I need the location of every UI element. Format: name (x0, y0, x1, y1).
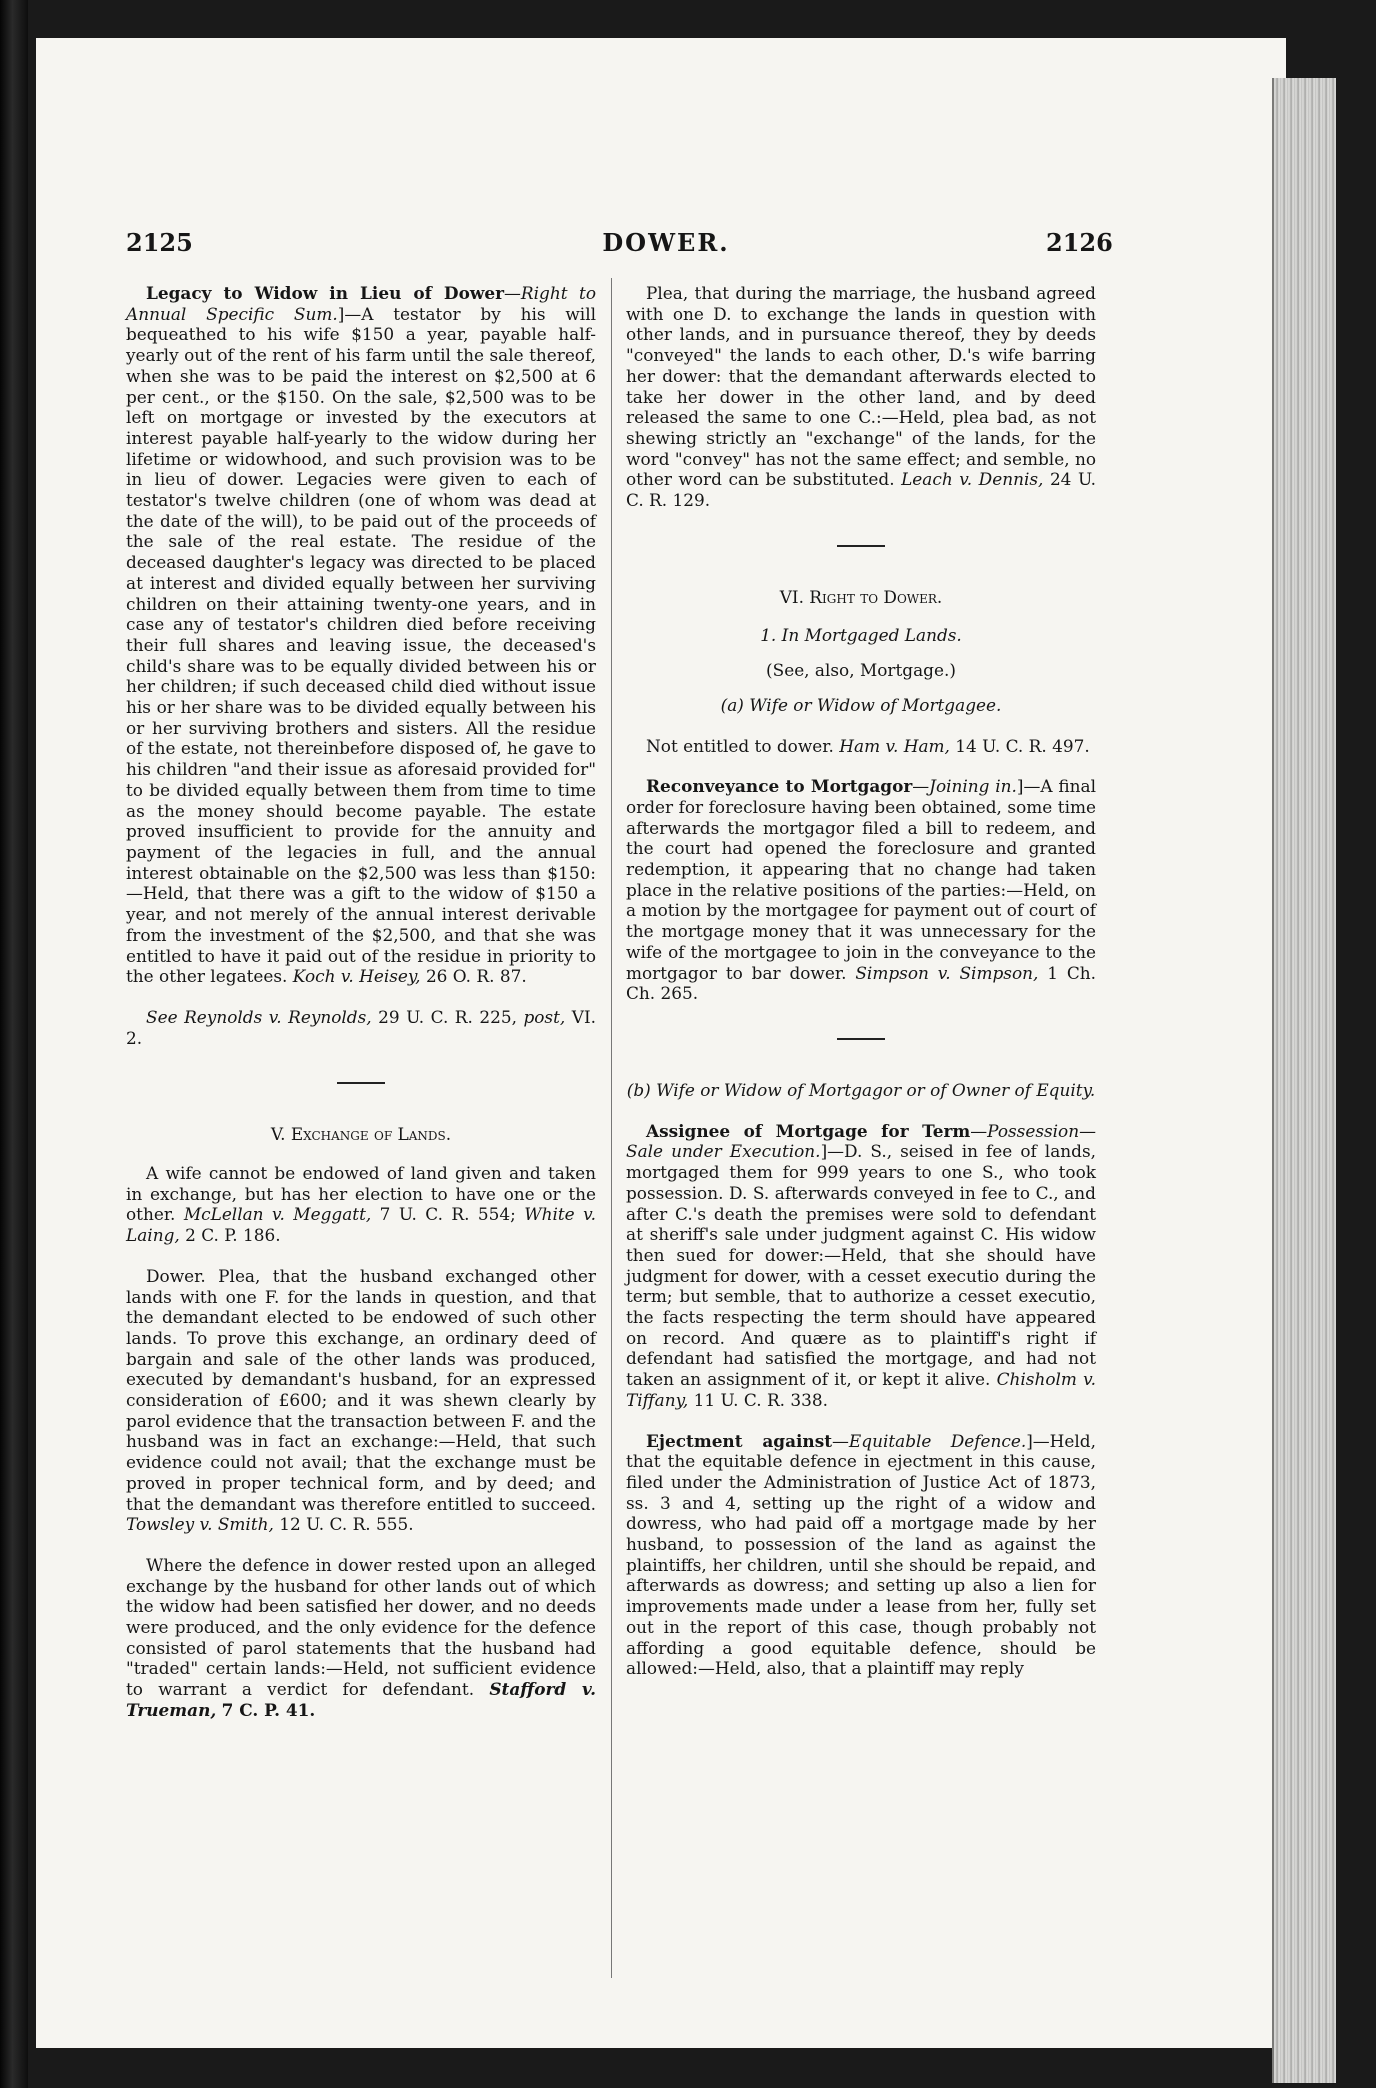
entry-body: ]—Held, that the equitable defence in ejectment in this cause, filed under the Administration of Justice Act of 1873, ss. 3 and 4, setting up the right of a widow and dowress, who had paid off a mortgage made by her husband, to possession of the land as against the plaintiffs, her children, until she should be repaid, and afterwards as dowress; and setting up also a lien for improvements made under a lease from her, fully set out in the report of this case, though probably not affording a good equitable defence, should be allowed:—Held, also, that a plaintiff may reply (626, 1430, 1096, 1679)
case-citation: 1 Ch. Ch. 265. (626, 962, 1096, 1004)
entry-body: Not entitled to dower. (646, 735, 834, 756)
case-name: Leach v. Dennis, (901, 469, 1044, 490)
subsection-wife-of-mortgagor: (b) Wife or Widow of Mortgagor or of Owner of Equity. (626, 1079, 1096, 1100)
entry-body: ]—A final order for foreclosure having been obtained, some time afterwards the mortgagor filed a bill to redeem, and the court had opened the foreclosure and granted redemption, it appearing that no change had taken place in the relative positions of the parties:—Held, on a motion by the mortgagee for payment out of court of the mortgage money that it was unnecessary for the wife of the mortgagee to join in the conveyance to the mortgagor to bar dower. (626, 776, 1096, 983)
entry-subheading: Possession—Sale under Execution. (626, 1120, 1096, 1162)
right-page-number: 2126 (1046, 228, 1113, 257)
case-citation: 24 U. C. R. 129. (626, 469, 1097, 511)
entry-ejectment: Ejectment against—Equitable Defence.]—Held, that the equitable defence in ejectment in this cause, filed under the Administration of Justice Act of 1873, ss. 3 and 4, setting up the right of a widow and dowress, who had paid off a mortgage made by her husband, to possession of the land as against the plaintiffs, her children, until she should be repaid, and afterwards as dowress; and setting up also a lien for improvements made under a lease from her, fully set out in the report of this case, though probably not affording a good equitable defence, should be allowed:—Held, also, that a plaintiff may reply (626, 1430, 1096, 1679)
entry-legacy-to-widow: Legacy to Widow in Lieu of Dower—Right to Annual Specific Sum.]—A testator by his will bequeathed to his wife $150 a year, payable half-yearly out of the rent of his farm until the sale thereof, when she was to be paid the interest on $2,500 at 6 per cent., or the $150. On the sale, $2,500 was to be left on mortgage or invested by the executors at interest payable half-yearly to the widow during her lifetime or widowhood, and such provision was to be in lieu of dower. Legacies were given to each of testator's twelve children (one of whom was dead at the date of the will), to be paid out of the proceeds of the sale of the real estate. The residue of the deceased daughter's legacy was directed to be placed at interest and divided equally between her surviving children on their attaining twenty-one years, and in case any of testator's children died before receiving their full shares and leaving issue, the deceased's child's share was to be equally divided between his or her children; if such deceased child died without issue his or her share was to be divided equally between his or her surviving brothers and sisters. All the residue of the estate, not thereinbefore disposed of, he gave to his children "and their issue as aforesaid provided for" to be divided equally between them from time to time as the money should become payable. The estate proved insufficient to provide for the annuity and payment of the legacies in full, and the annual interest obtainable on the $2,500 was less than $150:—Held, that there was a gift to the widow of $150 a year, and not merely of the annual interest derivable from the investment of the $2,500, and that she was entitled to have it paid out of the residue in priority to the other legatees. Koch v. Heisey, 26 O. R. 87. (126, 283, 597, 987)
section-title-right-to-dower: VI. Right to Dower. (779, 586, 943, 607)
section-title-exchange-of-lands: V. Exchange of Lands. (270, 1124, 452, 1145)
case-name: Chisholm v. Tiffany, (626, 1369, 1096, 1410)
entry-body: Where the defence in dower rested upon an alleged exchange by the husband for other lands out of which the widow had been satisfied her dower, and no deeds were produced, and the only evidence for the defence consisted of parol statements that the husband had "traded" certain lands:—Held, not sufficient evidence to warrant a verdict for defendant. (126, 1554, 596, 1700)
page-header (36, 228, 1286, 268)
section-rule (837, 1038, 885, 1040)
case-citation: 29 U. C. R. 225, (378, 1006, 517, 1027)
case-name: McLellan v. Meggatt, (183, 1204, 372, 1225)
section-rule (837, 545, 885, 547)
book-fore-edge (1272, 78, 1336, 2083)
entry-not-entitled (626, 736, 1096, 757)
case-name: Stafford v. Trueman, (126, 1679, 596, 1720)
column-divider (611, 278, 612, 1978)
entry-heading: Reconveyance to Mortgagor (646, 776, 913, 797)
running-title: DOWER. (602, 228, 730, 257)
entry-body: Plea, that during the marriage, the husband agreed with one D. to exchange the lands in question with other lands, and in pursuance thereof, they by deeds "conveyed" the lands to each other, D.'s wife barring her dower: that the demandant afterwards elected to take her dower in the other land, and by deed released the same to one C.:—Held, plea bad, as not shewing strictly an "exchange" of the lands, for the word "convey" has not the same effect; and semble, no other word can be substituted. (626, 283, 1096, 490)
entry-heading: Assignee of Mortgage for Term (646, 1120, 971, 1141)
case-name: Towsley v. Smith, (126, 1514, 274, 1535)
entry-body: A wife cannot be endowed of land given and taken in exchange, but has her election to have one or the other. (126, 1163, 596, 1225)
entry-exchange-defence (126, 1555, 596, 1721)
entry-assignee-of-mortgage: Assignee of Mortgage for Term—Possession—Sale under Execution.]—D. S., seised in fee of lands, mortgaged them for 999 years to one S., who took possession. D. S. afterwards conveyed in fee to C., and after C.'s death the premises were sold to defendant at sheriff's sale under judgment against C. His widow then sued for dower:—Held, that she should have judgment for dower, with a cesset executio during the term; but semble, that to authorize a cesset executio, the facts respecting the term should have appeared on record. And quære as to plaintiff's right if defendant had satisfied the mortgage, and had not taken an assignment of it, or kept it alive. Chisholm v. Tiffany, 11 U. C. R. 338. (626, 1120, 1096, 1410)
entry-exchange-election (126, 1163, 596, 1246)
entry-heading: Legacy to Widow in Lieu of Dower (146, 283, 505, 303)
post-word: post, (523, 1006, 566, 1027)
entry-body: Dower. Plea, that the husband exchanged other lands with one F. for the lands in question, and that the demandant elected to be endowed of such other lands. To prove this exchange, an ordinary deed of bargain and sale of the other lands was produced, executed by demandant's husband, for an expressed consideration of £600; and it was shewn clearly by parol evidence that the transaction between F. and the husband was in fact an exchange:—Held, that such evidence could not avail; that the exchange must be proved in proper technical form, and by deed; and that the demandant was therefore entitled to succeed. (126, 1265, 596, 1514)
case-citation: 7 U. C. R. 554; (379, 1204, 516, 1225)
case-citation: 26 O. R. 87. (425, 966, 527, 987)
case-citation: 14 U. C. R. 497. (955, 735, 1090, 756)
see-also-reference (126, 1007, 596, 1048)
case-citation: 7 C. P. 41. (221, 1699, 316, 1720)
entry-body: ]—A testator by his will bequeathed to his wife $150 a year, payable half-yearly out of the rent of his farm until the sale thereof, when she was to be paid the interest on $2,500 at 6 per cent., or the $150. On the sale, $2,500 was to be left on mortgage or invested by the executors at interest payable half-yearly to the widow during her lifetime or widowhood, and such provision was to be in lieu of dower. Legacies were given to each of testator's twelve children (one of whom was dead at the date of the will), to be paid out of the proceeds of the sale of the real estate. The residue of the deceased daughter's legacy was directed to be placed at interest and divided equally between her surviving children on their attaining twenty-one years, and in case any of testator's children died before receiving their full shares and leaving issue, the deceased's child's share was to be equally divided between his or her children; if such deceased child died without issue his or her share was to be divided equally between his or her surviving brothers and sisters. All the residue of the estate, not thereinbefore disposed of, he gave to his children "and their issue as aforesaid provided for" to be divided equally between them from time to time as the money should become payable. The estate proved insufficient to provide for the annuity and payment of the legacies in full, and the annual interest obtainable on the $2,500 was less than $150:—Held, that there was a gift to the widow of $150 a year, and not merely of the annual interest derivable from the investment of the $2,500, and that she was entitled to have it paid out of the residue in priority to the other legatees. (126, 303, 597, 987)
case-citation: 2 C. P. 186. (185, 1225, 281, 1246)
book-left-edge (0, 0, 28, 2088)
see-word: See (146, 1006, 178, 1027)
entry-subheading: Equitable Defence. (848, 1430, 1027, 1451)
entry-exchange-conveyed (626, 283, 1096, 511)
subsection-mortgaged-lands: 1. In Mortgaged Lands. (760, 625, 962, 646)
section-rule (337, 1082, 385, 1084)
right-column (626, 283, 1096, 1679)
entry-subheading: Right to Annual Specific Sum. (126, 283, 596, 324)
case-name: White v. Laing, (126, 1204, 596, 1246)
entry-subheading: Joining in. (929, 776, 1017, 797)
see-also-mortgage: (See, also, Mortgage.) (766, 660, 956, 681)
entry-body: ]—D. S., seised in fee of lands, mortgaged them for 999 years to one S., who took possession. D. S. afterwards conveyed in fee to C., and after C.'s death the premises were sold to defendant at sheriff's sale under judgment against C. His widow then sued for dower:—Held, that she should have judgment for dower, with a cesset executio during the term; but semble, that to authorize a cesset executio, the facts respecting the term should have appeared on record. And quære as to plaintiff's right if defendant had satisfied the mortgage, and had not taken an assignment of it, or kept it alive. (626, 1141, 1096, 1390)
left-column (126, 283, 596, 1721)
left-page-number: 2125 (126, 228, 193, 257)
cross-reference: VI. 2. (126, 1006, 596, 1048)
case-citation: 11 U. C. R. 338. (693, 1389, 829, 1410)
case-citation: 12 U. C. R. 555. (279, 1514, 414, 1535)
case-name: Reynolds v. Reynolds, (184, 1006, 372, 1027)
case-name: Simpson v. Simpson, (855, 962, 1039, 983)
entry-reconveyance: Reconveyance to Mortgagor—Joining in.]—A final order for foreclosure having been obtained, some time afterwards the mortgagor filed a bill to redeem, and the court had opened the foreclosure and granted redemption, it appearing that no change had taken place in the relative positions of the parties:—Held, on a motion by the mortgagee for payment out of court of the mortgage money that it was unnecessary for the wife of the mortgagee to join in the conveyance to the mortgagor to bar dower. Simpson v. Simpson, 1 Ch. Ch. 265. (626, 776, 1096, 1004)
subsection-wife-of-mortgagee: (a) Wife or Widow of Mortgagee. (720, 694, 1002, 715)
case-name: Koch v. Heisey, (292, 966, 421, 987)
scanned-page (36, 38, 1286, 2048)
case-name: Ham v. Ham, (839, 735, 950, 756)
entry-heading: Ejectment against (646, 1430, 833, 1451)
entry-exchange-plea (126, 1266, 596, 1535)
